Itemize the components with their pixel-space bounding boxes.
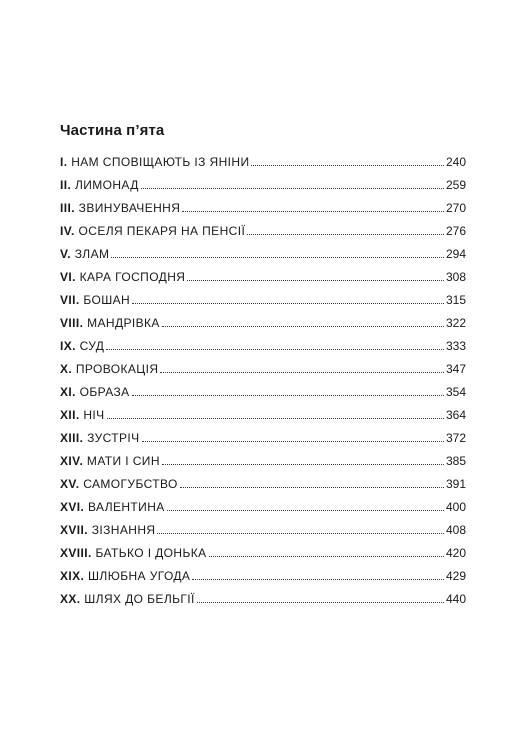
chapter-number: II. [60, 178, 72, 192]
chapter-number: XX. [60, 592, 81, 606]
dot-leader [162, 326, 444, 327]
toc-entry [60, 583, 466, 606]
chapter-number: IV. [60, 224, 75, 238]
chapter-number: XVII. [60, 523, 89, 537]
dot-leader [251, 165, 443, 166]
dot-leader [106, 349, 444, 350]
toc-entry-title [60, 569, 190, 583]
dot-leader [209, 556, 444, 557]
dot-leader [107, 418, 444, 419]
chapter-number: V. [60, 247, 72, 261]
toc-entry [60, 215, 466, 238]
toc-entry-title [60, 385, 130, 399]
page-number: 347 [445, 362, 466, 376]
dot-leader [141, 188, 444, 189]
toc-entry-title [60, 339, 104, 353]
toc-entry [60, 192, 466, 215]
toc-entry-title [60, 201, 180, 215]
chapter-number: VI. [60, 270, 76, 284]
chapter-title: ЛИМОНАД [74, 178, 139, 192]
page-number: 354 [445, 385, 466, 399]
dot-leader [182, 211, 444, 212]
toc-entry-title [60, 546, 207, 560]
page-number: 364 [445, 408, 466, 422]
toc-entry-title [60, 155, 249, 169]
chapter-title: ЗУСТРІЧ [87, 431, 140, 445]
dot-leader [192, 579, 444, 580]
toc-entry-title [60, 431, 140, 445]
chapter-title: МАТИ І СИН [86, 454, 160, 468]
chapter-title: ОБРАЗА [79, 385, 130, 399]
dot-leader [187, 280, 444, 281]
toc-entry [60, 376, 466, 399]
toc-entry [60, 560, 466, 583]
chapter-number: XIV. [60, 454, 84, 468]
dot-leader [157, 533, 444, 534]
toc-entry [60, 330, 466, 353]
toc-entry [60, 468, 466, 491]
page-number: 333 [445, 339, 466, 353]
chapter-title: ЗЛАМ [74, 247, 110, 261]
toc-entry-title [60, 362, 158, 376]
chapter-title: СУД [79, 339, 105, 353]
chapter-title: ОСЕЛЯ ПЕКАРЯ НА ПЕНСІЇ [78, 224, 246, 238]
chapter-title: САМОГУБСТВО [83, 477, 178, 491]
chapter-title: ПРОВОКАЦІЯ [75, 362, 159, 376]
chapter-number: XVIII. [60, 546, 92, 560]
toc-entry-title [60, 224, 245, 238]
chapter-number: XV. [60, 477, 80, 491]
toc-entry-title [60, 178, 139, 192]
dot-leader [247, 234, 444, 235]
dot-leader [111, 257, 444, 258]
page-number: 315 [445, 293, 466, 307]
page-number: 385 [445, 454, 466, 468]
toc-entry [60, 307, 466, 330]
toc-entry-title [60, 293, 130, 307]
chapter-number: IX. [60, 339, 76, 353]
chapter-number: XIX. [60, 569, 85, 583]
chapter-number: X. [60, 362, 73, 376]
toc-entry-title [60, 247, 109, 261]
page-number: 408 [445, 523, 466, 537]
toc-entry [60, 491, 466, 514]
chapter-number: I. [60, 155, 68, 169]
chapter-number: XI. [60, 385, 76, 399]
dot-leader [180, 487, 444, 488]
chapter-title: ШЛЯХ ДО БЕЛЬГІЇ [84, 592, 195, 606]
chapter-title: ВАЛЕНТИНА [88, 500, 165, 514]
table-of-contents [60, 146, 466, 606]
chapter-title: ШЛЮБНА УГОДА [88, 569, 191, 583]
dot-leader [132, 395, 444, 396]
dot-leader [197, 602, 444, 603]
toc-entry [60, 146, 466, 169]
dot-leader [167, 510, 444, 511]
chapter-title: БОШАН [83, 293, 131, 307]
chapter-title: НІЧ [83, 408, 105, 422]
toc-entry [60, 353, 466, 376]
toc-entry [60, 399, 466, 422]
chapter-title: ЗІЗНАННЯ [91, 523, 156, 537]
toc-entry [60, 238, 466, 261]
page-number: 429 [445, 569, 466, 583]
page-number: 440 [445, 592, 466, 606]
chapter-number: VIII. [60, 316, 84, 330]
page-number: 372 [445, 431, 466, 445]
dot-leader [142, 441, 444, 442]
page-number: 276 [445, 224, 466, 238]
toc-entry-title [60, 592, 195, 606]
toc-entry-title [60, 500, 165, 514]
toc-entry-title [60, 270, 185, 284]
toc-entry [60, 445, 466, 468]
dot-leader [160, 372, 444, 373]
toc-entry-title [60, 523, 155, 537]
page-number: 322 [445, 316, 466, 330]
chapter-number: XVI. [60, 500, 85, 514]
dot-leader [162, 464, 444, 465]
toc-entry-title [60, 408, 105, 422]
chapter-number: III. [60, 201, 75, 215]
page-number: 400 [445, 500, 466, 514]
toc-entry-title [60, 316, 160, 330]
chapter-title: ЗВИНУВАЧЕННЯ [78, 201, 181, 215]
toc-entry [60, 261, 466, 284]
toc-entry [60, 537, 466, 560]
toc-entry [60, 422, 466, 445]
chapter-title: КАРА ГОСПОДНЯ [79, 270, 186, 284]
toc-entry [60, 514, 466, 537]
page-number: 308 [445, 270, 466, 284]
chapter-number: VII. [60, 293, 80, 307]
toc-entry [60, 169, 466, 192]
page-number: 420 [445, 546, 466, 560]
toc-entry-title [60, 454, 160, 468]
page-number: 294 [445, 247, 466, 261]
page-number: 259 [445, 178, 466, 192]
page-number: 240 [445, 155, 466, 169]
section-title: Частина п’ята [60, 122, 165, 139]
toc-entry [60, 284, 466, 307]
page-number: 391 [445, 477, 466, 491]
chapter-number: XII. [60, 408, 80, 422]
chapter-number: XIII. [60, 431, 84, 445]
chapter-title: БАТЬКО І ДОНЬКА [95, 546, 207, 560]
dot-leader [132, 303, 444, 304]
page-number: 270 [445, 201, 466, 215]
toc-entry-title [60, 477, 178, 491]
chapter-title: НАМ СПОВІЩАЮТЬ ІЗ ЯНІНИ [71, 155, 250, 169]
chapter-title: МАНДРІВКА [87, 316, 160, 330]
